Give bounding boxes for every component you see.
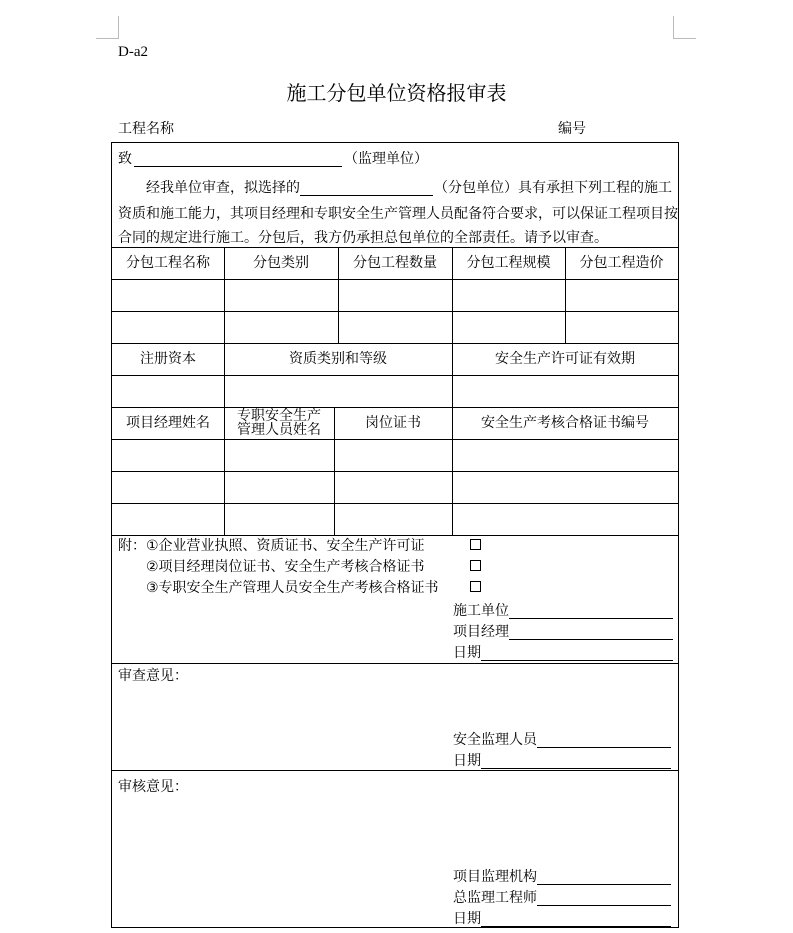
- attachment-prefix: 附：: [118, 538, 146, 554]
- applicant-date-blank[interactable]: [481, 660, 673, 661]
- applicant-date-label: 日期: [453, 645, 481, 661]
- section-divider: [112, 663, 678, 664]
- audit-date-label: 日期: [453, 911, 481, 927]
- body-line-2: 资质和施工能力，其项目经理和专职安全生产管理人员配备符合要求，可以保证工程项目按: [118, 206, 678, 222]
- body-line-3: 合同的规定进行施工。分包后，我方仍承担总包单位的全部责任。请予以审查。: [118, 230, 608, 246]
- chief-supervisor-blank[interactable]: [537, 905, 671, 906]
- project-manager-label: 项目经理: [453, 624, 509, 640]
- form-table: [111, 142, 679, 928]
- row-divider: [112, 279, 678, 280]
- attachment-checkbox-3[interactable]: [470, 581, 481, 592]
- header-safety-staff-name: [224, 407, 334, 439]
- header-safety-staff-name-line2: 管理人员姓名: [237, 422, 321, 438]
- contractor-unit-blank[interactable]: [509, 618, 673, 619]
- page-corner-mark-right: [673, 16, 696, 39]
- supervision-unit-blank[interactable]: [134, 166, 342, 167]
- header-safety-permit-validity: 安全生产许可证有效期: [495, 351, 635, 367]
- body-line-1-pre: 经我单位审查，拟选择的: [146, 180, 300, 196]
- subcontractor-blank[interactable]: [300, 195, 433, 196]
- header-project-manager-name: 项目经理姓名: [126, 415, 210, 431]
- page-corner-mark-left: [96, 16, 119, 39]
- supervision-org-label: 项目监理机构: [453, 869, 537, 885]
- row-divider: [112, 439, 678, 440]
- review-date-label: 日期: [453, 753, 481, 769]
- attachment-checkbox-1[interactable]: [470, 539, 481, 550]
- attachment-item-2: ②项目经理岗位证书、安全生产考核合格证书: [146, 559, 425, 575]
- header-registered-capital: 注册资本: [140, 351, 196, 367]
- header-safety-exam-cert-number: 安全生产考核合格证书编号: [481, 415, 649, 431]
- body-line-1-post: （分包单位）具有承担下列工程的施工: [434, 180, 672, 196]
- project-manager-blank[interactable]: [509, 639, 673, 640]
- header-subcontract-cost: 分包工程造价: [579, 255, 664, 271]
- safety-supervisor-blank[interactable]: [537, 747, 671, 748]
- safety-supervisor-label: 安全监理人员: [453, 732, 537, 748]
- document-title: 施工分包单位资格报审表: [286, 81, 507, 105]
- header-subcontract-category: 分包类别: [253, 255, 309, 271]
- row-divider: [112, 535, 678, 536]
- audit-opinion-label: 审核意见：: [118, 779, 188, 795]
- audit-date-blank[interactable]: [481, 926, 671, 927]
- review-opinion-label: 审查意见：: [118, 668, 188, 684]
- header-safety-staff-name-line1: 专职安全生产: [237, 408, 321, 424]
- attachment-checkbox-2[interactable]: [470, 560, 481, 571]
- header-subcontract-name: 分包工程名称: [126, 255, 210, 271]
- supervision-org-blank[interactable]: [537, 884, 671, 885]
- project-name-label: 工程名称: [118, 121, 174, 137]
- header-subcontract-scale: 分包工程规模: [466, 255, 551, 271]
- attachment-item-1: ①企业营业执照、资质证书、安全生产许可证: [146, 538, 425, 554]
- row-divider: [112, 471, 678, 472]
- row-divider: [112, 375, 678, 376]
- header-qualification-grade: 资质类别和等级: [289, 351, 387, 367]
- row-divider: [112, 311, 678, 312]
- contractor-unit-label: 施工单位: [453, 603, 509, 619]
- chief-supervisor-label: 总监理工程师: [453, 890, 537, 906]
- header-post-certificate: 岗位证书: [365, 415, 421, 431]
- header-subcontract-quantity: 分包工程数量: [353, 255, 437, 271]
- to-suffix: （监理单位）: [344, 151, 428, 167]
- section-divider: [112, 770, 678, 771]
- row-divider: [112, 503, 678, 504]
- review-date-blank[interactable]: [481, 768, 671, 769]
- document-code: D-a2: [118, 44, 148, 60]
- to-prefix: 致: [118, 151, 132, 167]
- attachment-item-3: ③专职安全生产管理人员安全生产考核合格证书: [146, 580, 439, 596]
- project-number-label: 编号: [558, 121, 586, 137]
